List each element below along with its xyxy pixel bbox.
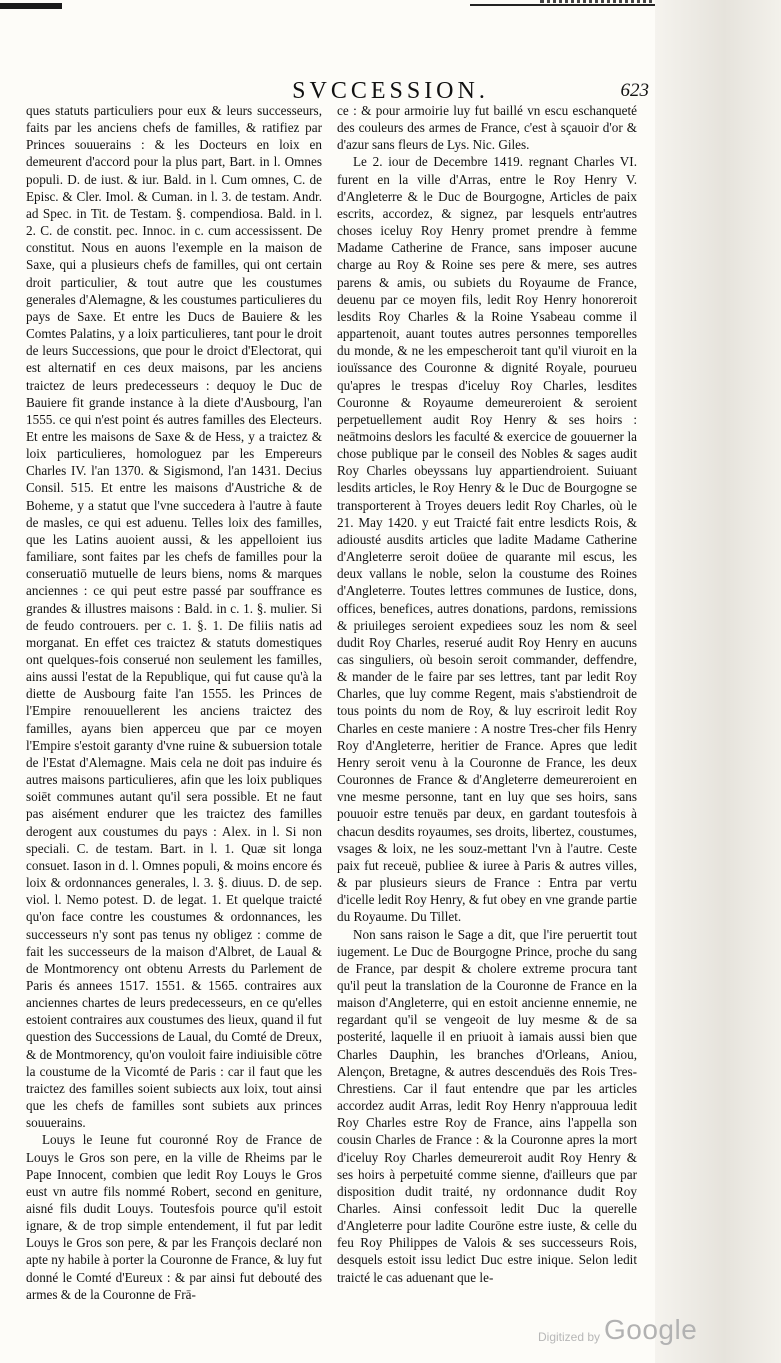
- left-column: [26, 102, 322, 1303]
- watermark-logo: Google: [604, 1314, 698, 1345]
- paragraph: Non sans raison le Sage a dit, que l'ire peruertit tout iugement. Le Duc de Bourgogne Prince, proche du sang de France, par despit & cholere extreme procura tant qu'il peut la translation de la Couronne de France en la maison d'Angleterre, qui en estoit ancienne ennemie, ne regardant qu'il se vengeoit de luy mesme & de sa posterité, laquelle il en priuoit à iamais aussi bien que Charles Dauphin, les branches d'Orleans, Aniou, Alençon, Bretagne, & autres descenduës des Rois Tres-Chrestiens. Car il faut entendre que par les articles accordez audit Arras, ledit Roy Henry n'approuua ledit Roy Charles estre Roy de France, ains l'appella son cousin Charles de France : & la Couronne apres la mort d'iceluy Roy Charles demeureroit audit Roy Henry & ses hoirs à perpetuité comme sienne, d'ailleurs que par disposition dudit traité, ny ordonnance dudit Roy Charles. Ainsi confessoit ledit Duc la querelle d'Angleterre pour ladite Courōne estre iuste, & celle du feu Roy Philippes de Valois & ses successeurs Rois, desquels estoit issu ledict Duc estre inique. Selon ledit traicté le cas aduenant que le-: [337, 926, 637, 1285]
- running-title: SVCCESSION.: [292, 78, 489, 104]
- paragraph: ce : & pour armoirie luy fut baillé vn escu eschanqueté des couleurs des armes de France, c'est à sçauoir d'or & d'azur sans fleurs de Lys. Nic. Giles.: [337, 103, 637, 153]
- watermark-prefix: Digitized by: [538, 1330, 601, 1344]
- page-number: 623: [620, 80, 649, 101]
- digitization-watermark: [538, 1314, 738, 1350]
- page-margin-shadow: [655, 0, 781, 1363]
- paragraph: Le 2. iour de Decembre 1419. regnant Charles VI. furent en la ville d'Arras, entre le Roy Henry V. d'Angleterre & le Duc de Bourgogne, Articles de paix escrits, accordez, & signez, par lesquels entr'autres choses iceluy Roy Henry promet prendre à femme Madame Catherine de France, sans imposer aucune charge au Roy & Roine ses pere & mere, ses autres parens & amis, ou subiets du Royaume de France, deuenu par ce moyen fils, ledit Roy Henry honoreroit lesdits Roy Charles & la Roine Ysabeau comme il appartenoit, auant toutes autres personnes temporelles du monde, & ne les empescheroit tant qu'il viuroit en la iouïssance des Couronne & dignité Royale, pourueu qu'apres le trespas d'iceluy Roy Charles, lesdites Couronne & Royaume demeureroient & seroient perpetuellement audit Roy Henry & ses hoirs : neātmoins deslors les faculté & exercice de gouuerner la chose publique par le conseil des Nobles & sages audit Roy Charles obeyssans luy appartiendroient. Suiuant lesdits articles, le Roy Henry & le Duc de Bourgogne se transporterent à Troyes deuers ledit Roy Charles, où le 21. May 1420. y eut Traicté fait entre lesdicts Rois, & adiousté ausdits articles que ladite Madame Catherine d'Angleterre seroit doüee de quarante mil escus, les deux vallans le noble, selon la coustume des Roines d'Angleterre. Toutes lettres communes de Iustice, dons, offices, benefices, autres donations, pardons, remissions & priuileges seroient expediees souz les nom & seel dudit Roy Charles, reserué audit Roy Henry en aucuns cas singuliers, où besoin seroit commander, deffendre, & mander de le faire par ses lettres, tant par ledit Roy Charles, que luy comme Regent, mais s'abstiendroit de tous points du nom de Roy, & luy escriroit ledit Roy Charles en ceste maniere : A nostre Tres-cher fils Henry Roy d'Angleterre, heritier de France. Apres que ledit Henry seroit venu à la Couronne de France, les deux Couronnes de France & d'Angleterre demeureroient en vne mesme personne, tant en luy que ses hoirs, sans pouuoir estre tenuës par deux, en gardant toutesfois à chacun desdits royaumes, ses droits, libertez, coustumes, vsages & loix, ne les souz-mettant l'vn à l'autre. Ceste paix fut receuë, publiee & iuree à Paris & autres villes, & par plusieurs sieurs de France : Entra par vertu d'icelle ledit Roy Henry, & fut obey en vne grande partie du Royaume. Du Tillet.: [337, 154, 637, 925]
- paragraph: Louys le Ieune fut couronné Roy de France de Louys le Gros son pere, en la ville de Rheims par le Pape Innocent, combien que ledit Roy Louys le Gros eust vn autre fils nommé Robert, second en geniture, aisné fils dudit Louys. Toutesfois pource qu'il estoit ignare, & de trop simple entendement, il fut par ledit Louys le Gros son pere, & par les François declaré non apte ny habile à porter la Couronne de France, & luy fut donné le Comté d'Eureux : & par ainsi fut debouté des armes & de la Couronne de Frā-: [26, 1132, 322, 1302]
- ink-bar: [0, 3, 62, 9]
- right-column: [337, 102, 637, 1286]
- paragraph: ques statuts particuliers pour eux & leurs successeurs, faits par les anciens chefs de familles, & ratifiez par Princes souuerains : & les Docteurs en loix en demeurent d'accord pour la plus part, Bart. in l. Omnes populi. D. de iust. & iur. Bald. in l. Cum omnes, C. de Episc. & Cler. Imol. & Cuman. in l. 3. de testam. Andr. ad Spec. in Tit. de Testam. §. compendiosa. Bald. in l. 2. C. de constit. pec. Innoc. in c. cum accessissent. De constitut. Nous en auons l'exemple en la maison de Saxe, qui a plusieurs chefs de familles, qui ont certain droit particulier, & tout autre que les coustumes generales d'Alemagne, & les coustumes particulieres du pays de Saxe. Et entre les Ducs de Bauiere & les Comtes Palatins, y a loix particulieres, tant pour le droit de leurs Successions, que pour le droict d'Electorat, qui est alternatif en ces deux maisons, par les anciens traictez de leurs predecesseurs : dequoy le Duc de Bauiere fit grande instance à la diete d'Ausbourg, l'an 1555. ce qui n'est point és autres familles des Electeurs. Et entre les maisons de Saxe & de Hess, y a traictez & loix particulieres, homologuez par les Empereurs Charles IV. l'an 1370. & Sigismond, l'an 1431. Decius Consil. 515. Et entre les maisons d'Austriche & de Boheme, y a statut que l'vne succedera à l'autre à faute de masles, ce qui est aduenu. Telles loix des familles, que les Latins auoient aussi, & les appelloient ius familiare, sont faites par les chefs de familles pour la conseruatiō mutuelle de leurs biens, noms & marques anciennes : ce qui peut estre passé par souffrance es grandes & illustres maisons : Bald. in c. 1. §. mulier. Si de feudo controuers. per c. 1. §. 1. De filiis natis ad morganat. En effet ces traictez & statuts domestiques ont quelques-fois conserué non seulement les familles, ains aussi l'estat de la Republique, qui fut cause qu'à la diette de Ausbourg faite l'an 1555. les Princes de l'Empire renouuellerent les anciens traictez des familles, ayans bien apperceu que par ce moyen l'Empire s'estoit garanty d'vne ruine & subuersion totale de l'Estat d'Alemagne. Mais cela ne doit pas induire és autres maisons particulieres, afin que les loix publiques soiēt communes autant qu'il sera possible. Et ne faut pas aisément endurer que les traictez des familles derogent aux coustumes du pays : Alex. in l. Si non speciali. C. de testam. Bart. in l. 1. Quæ sit longa consuet. Iason in d. l. Omnes populi, & moins encore és loix & ordonnances generales, l. 3. §. diuus. D. de sep. viol. l. Nemo potest. D. de legat. 1. Et quelque traicté qu'on face contre les coustumes & ordonnances, les successeurs n'y sont pas tenus ny obligez : comme de fait les successeurs de la maison d'Albret, de Laual & de Montmorency ont obtenu Arrests du Parlement de Paris és annees 1517. 1551. & 1565. contraires aux anciennes chartes de leurs predecesseurs, en ce qu'elles estoient contraires aux coustumes des lieux, quand il fut question des Successions de Laual, du Comté de Dreux, & de Montmorency, qu'on vouloit faire indiuisible cōtre la coustume de la Vicomté de Paris : car il faut que les traictez des familles soient subiects aux loix, tout ainsi que les chefs de familles sont subiets aux princes souuerains.: [26, 103, 322, 1131]
